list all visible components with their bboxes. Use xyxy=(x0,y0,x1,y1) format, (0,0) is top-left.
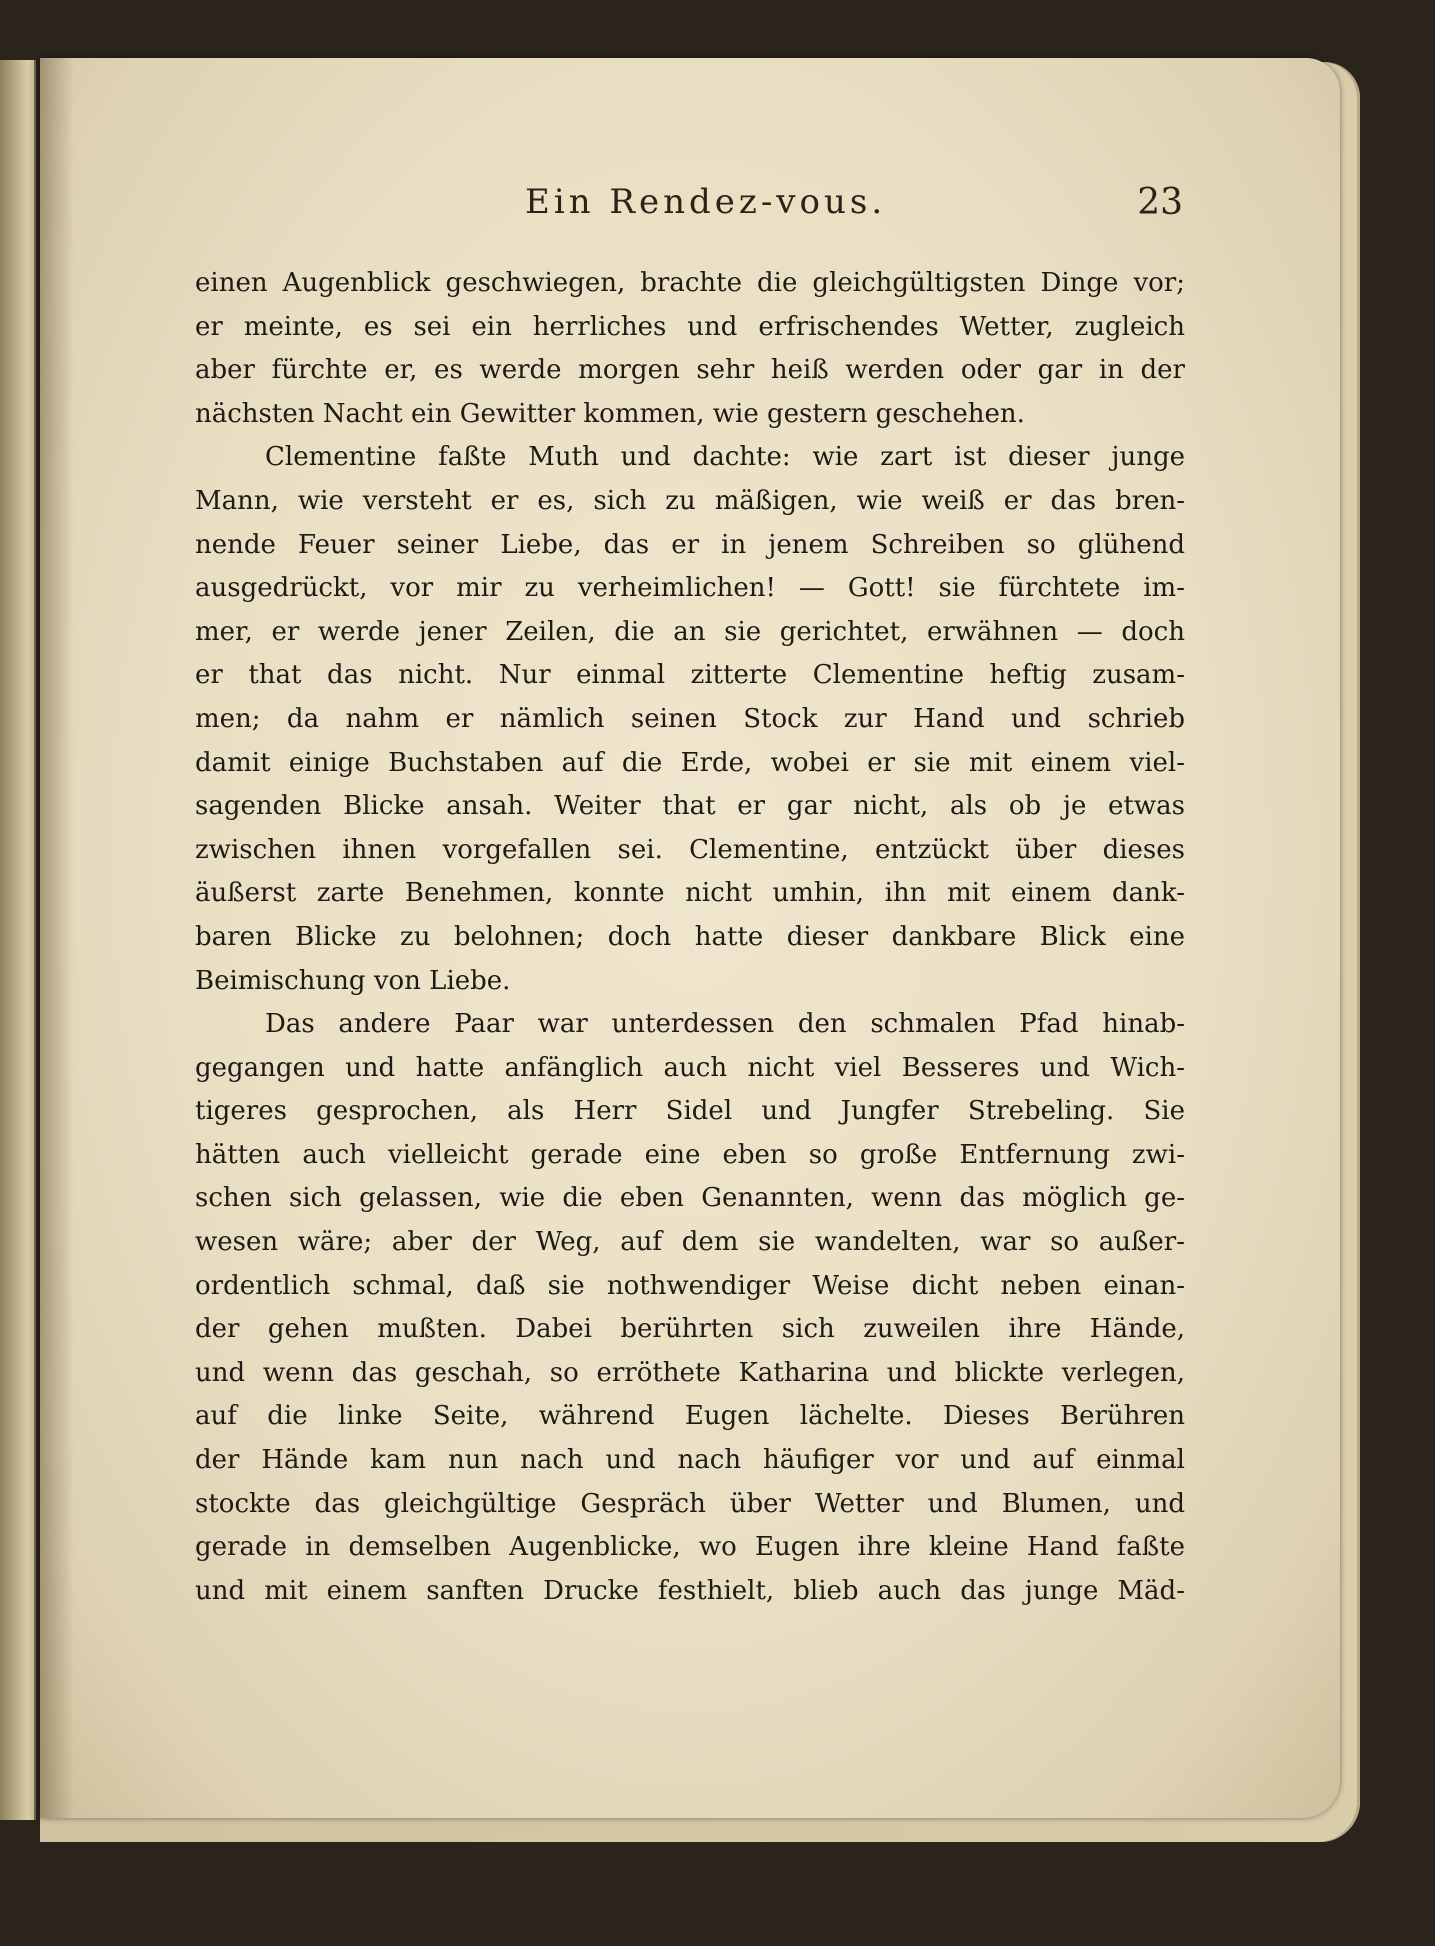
text-line: äußerst zarte Benehmen, konnte nicht umhin, ihn mit einem dank- xyxy=(195,878,1185,909)
text-line: hätten auch vielleicht gerade eine eben so große Entfernung zwi- xyxy=(195,1139,1185,1170)
text-line: Mann, wie versteht er es, sich zu mäßigen, wie weiß er das bren- xyxy=(195,485,1185,516)
text-line: men; da nahm er nämlich seinen Stock zur Hand und schrieb xyxy=(195,703,1185,734)
text-line: der gehen mußten. Dabei berührten sich zuweilen ihre Hände, xyxy=(195,1314,1185,1345)
text-line: mer, er werde jener Zeilen, die an sie gerichtet, erwähnen — doch xyxy=(195,616,1185,647)
text-line: und mit einem sanften Drucke festhielt, blieb auch das junge Mäd- xyxy=(195,1575,1185,1606)
text-line: tigeres gesprochen, als Herr Sidel und Jungfer Strebeling. Sie xyxy=(195,1096,1185,1127)
text-line: gerade in demselben Augenblicke, wo Eugen ihre kleine Hand faßte xyxy=(195,1532,1185,1563)
text-line: gegangen und hatte anfänglich auch nicht viel Besseres und Wich- xyxy=(195,1052,1185,1083)
text-line: sagenden Blicke ansah. Weiter that er gar nicht, als ob je etwas xyxy=(195,791,1185,822)
page-header xyxy=(195,182,1195,232)
text-line: aber fürchte er, es werde morgen sehr heiß werden oder gar in der xyxy=(195,355,1185,386)
text-line: zwischen ihnen vorgefallen sei. Clementine, entzückt über dieses xyxy=(195,834,1185,865)
text-line: der Hände kam nun nach und nach häufiger vor und auf einmal xyxy=(195,1445,1185,1476)
left-page-edge xyxy=(0,60,36,1820)
page-number: 23 xyxy=(1137,182,1183,223)
text-line: und wenn das geschah, so erröthete Katharina und blickte verlegen, xyxy=(195,1357,1185,1388)
text-line: schen sich gelassen, wie die eben Genannten, wenn das möglich ge- xyxy=(195,1183,1185,1214)
text-line: ausgedrückt, vor mir zu verheimlichen! — Gott! sie fürchtete im- xyxy=(195,573,1185,604)
text-line: einen Augenblick geschwiegen, brachte die gleichgültigsten Dinge vor; xyxy=(195,268,1185,298)
text-line: ordentlich schmal, daß sie nothwendiger Weise dicht neben einan- xyxy=(195,1270,1185,1301)
text-line: baren Blicke zu belohnen; doch hatte dieser dankbare Blick eine xyxy=(195,921,1185,952)
text-line: damit einige Buchstaben auf die Erde, wobei er sie mit einem viel- xyxy=(195,747,1185,778)
running-title: Ein Rendez-vous. xyxy=(525,182,887,222)
text-line: Clementine faßte Muth und dachte: wie zart ist dieser junge xyxy=(265,442,1185,473)
text-line: er that das nicht. Nur einmal zitterte Clementine heftig zusam- xyxy=(195,660,1185,691)
page-gutter xyxy=(40,58,74,1818)
text-line: er meinte, es sei ein herrliches und erfrischendes Wetter, zugleich xyxy=(195,311,1185,342)
text-line: wesen wäre; aber der Weg, auf dem sie wandelten, war so außer- xyxy=(195,1227,1185,1258)
text-line: nächsten Nacht ein Gewitter kommen, wie gestern geschehen. xyxy=(195,398,1025,429)
body-text xyxy=(195,262,1185,1613)
text-line: stockte das gleichgültige Gespräch über Wetter und Blumen, und xyxy=(195,1488,1185,1519)
text-line: auf die linke Seite, während Eugen lächelte. Dieses Berühren xyxy=(195,1401,1185,1432)
text-line: Beimischung von Liebe. xyxy=(195,965,511,996)
text-line: Das andere Paar war unterdessen den schmalen Pfad hinab- xyxy=(265,1009,1185,1040)
text-line: nende Feuer seiner Liebe, das er in jenem Schreiben so glühend xyxy=(195,529,1185,560)
